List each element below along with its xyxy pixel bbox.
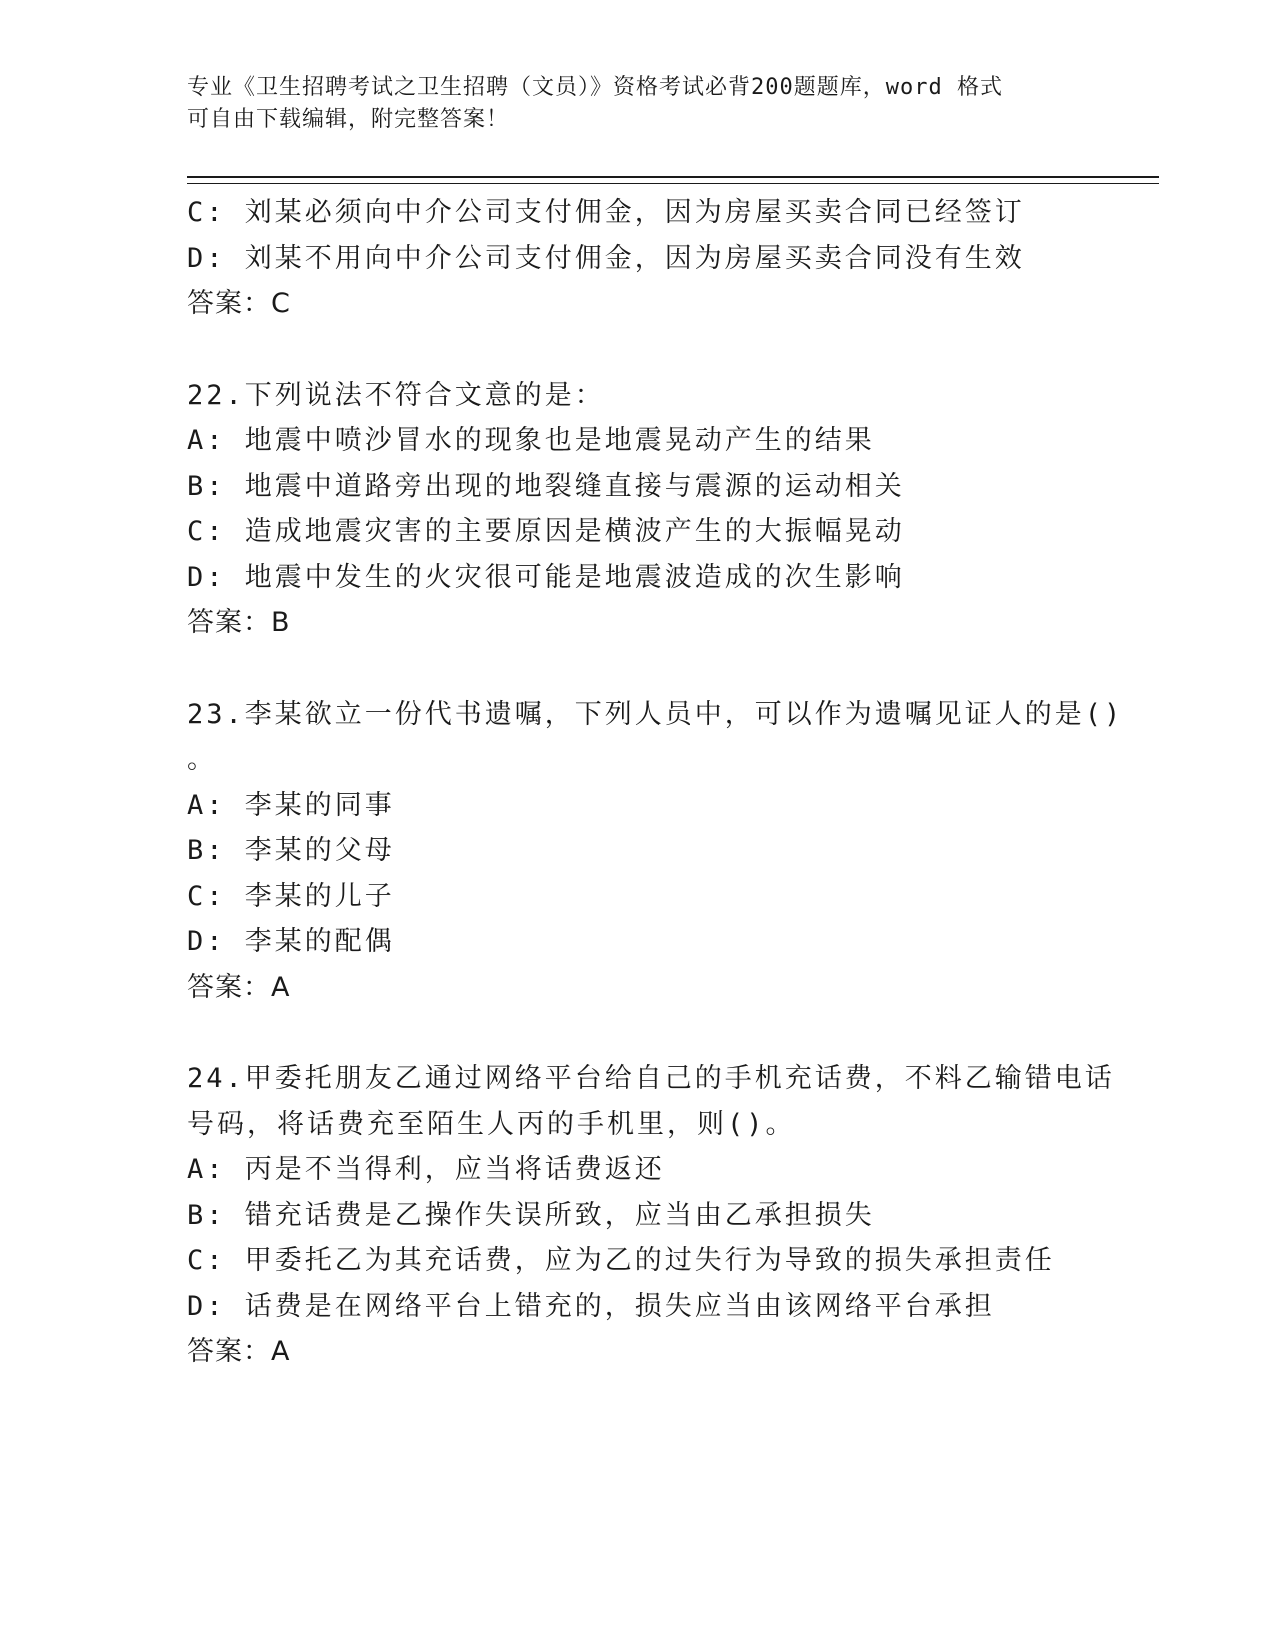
q24-question-line-1: 24.甲委托朋友乙通过网络平台给自己的手机充话费，不料乙输错电话 (187, 1063, 1115, 1094)
q21-option-c: C: 刘某必须向中介公司支付佣金，因为房屋买卖合同已经签订 (187, 197, 1025, 228)
q22-option-d: D: 地震中发生的火灾很可能是地震波造成的次生影响 (187, 561, 905, 593)
q23-question-line-2: 。 (187, 744, 217, 775)
q23-option-c: C: 李某的儿子 (187, 880, 395, 912)
question-21-tail (187, 190, 1177, 327)
question-23 (187, 692, 1177, 1011)
q24-answer: 答案：A (187, 1336, 291, 1367)
q24-question-line-2: 号码，将话费充至陌生人丙的手机里，则()。 (187, 1108, 796, 1140)
document-header (187, 72, 1177, 136)
q24-option-a: A: 丙是不当得利，应当将话费返还 (187, 1154, 665, 1185)
spacer (187, 327, 1177, 373)
question-24 (187, 1056, 1177, 1375)
q24-option-b: B: 错充话费是乙操作失误所致，应当由乙承担损失 (187, 1199, 875, 1231)
q22-option-b: B: 地震中道路旁出现的地裂缝直接与震源的运动相关 (187, 470, 905, 502)
q23-option-b: B: 李某的父母 (187, 835, 395, 866)
q21-answer: 答案：C (187, 288, 291, 319)
question-22 (187, 373, 1177, 646)
spacer (187, 646, 1177, 692)
q22-question: 22.下列说法不符合文意的是： (187, 379, 605, 411)
document-page (187, 72, 1177, 1375)
spacer (187, 1010, 1177, 1056)
q21-option-d: D: 刘某不用向中介公司支付佣金，因为房屋买卖合同没有生效 (187, 242, 1025, 274)
q23-question-line-1: 23.李某欲立一份代书遗嘱，下列人员中，可以作为遗嘱见证人的是() (187, 698, 1124, 730)
header-title-line-1: 专业《卫生招聘考试之卫生招聘（文员）》资格考试必背200题题库，word 格式 (187, 75, 1003, 100)
q23-option-a: A: 李某的同事 (187, 789, 395, 821)
q22-option-a: A: 地震中喷沙冒水的现象也是地震晃动产生的结果 (187, 425, 875, 456)
q24-option-d: D: 话费是在网络平台上错充的，损失应当由该网络平台承担 (187, 1290, 995, 1322)
header-title-line-2: 可自由下载编辑，附完整答案！ (187, 107, 510, 132)
q23-answer: 答案：A (187, 971, 291, 1003)
header-divider (187, 176, 1159, 184)
q22-answer: 答案：B (187, 607, 291, 638)
q23-option-d: D: 李某的配偶 (187, 926, 395, 957)
q24-option-c: C: 甲委托乙为其充话费，应为乙的过失行为导致的损失承担责任 (187, 1245, 1055, 1276)
q22-option-c: C: 造成地震灾害的主要原因是横波产生的大振幅晃动 (187, 516, 905, 547)
